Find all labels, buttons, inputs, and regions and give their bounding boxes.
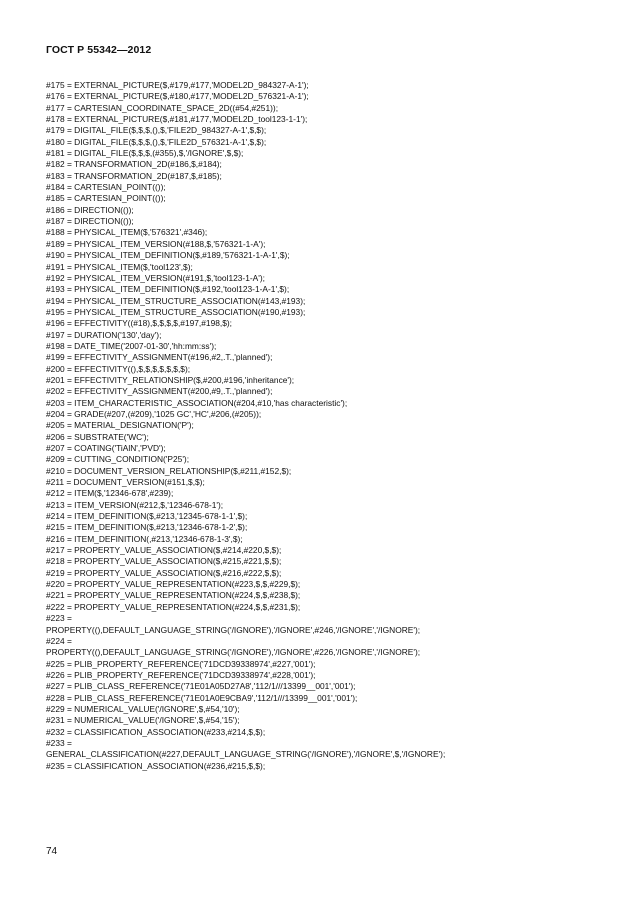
- document-line: #183 = TRANSFORMATION_2D(#187,$,#185);: [46, 170, 222, 181]
- document-line: PROPERTY((),DEFAULT_LANGUAGE_STRING('/IGNORE'),'/IGNORE',#246,'/IGNORE','/IGNORE');: [46, 624, 421, 635]
- page-number: 74: [46, 846, 58, 857]
- document-line: #216 = ITEM_DEFINITION(,#213,'12346-678-1-3',$);: [46, 533, 243, 544]
- document-line: PROPERTY((),DEFAULT_LANGUAGE_STRING('/IGNORE'),'/IGNORE',#226,'/IGNORE','/IGNORE');: [46, 647, 421, 658]
- document-line: GENERAL_CLASSIFICATION(#227,DEFAULT_LANGUAGE_STRING('/IGNORE'),'/IGNORE',$,'/IGNORE');: [46, 749, 446, 760]
- document-line: #184 = CARTESIAN_POINT(());: [46, 182, 166, 193]
- document-line: #227 = PLIB_CLASS_REFERENCE('71E01A05D27A8','112/1///13399__001','001');: [46, 681, 356, 692]
- document-line: #189 = PHYSICAL_ITEM_VERSION(#188,$,'576321-1-A');: [46, 238, 266, 249]
- document-line: #207 = COATING('TiAlN','PVD');: [46, 443, 166, 453]
- document-line: #206 = SUBSTRATE('WC');: [46, 431, 149, 442]
- document-line: #187 = DIRECTION(());: [46, 216, 134, 227]
- document-line: #180 = DIGITAL_FILE($,$,$,(),$,'FILE2D_576321-A-1',$,$);: [46, 136, 267, 147]
- document-line: #188 = PHYSICAL_ITEM($,'576321',#346);: [46, 227, 208, 238]
- document-line: #217 = PROPERTY_VALUE_ASSOCIATION($,#214,#220,$,$);: [46, 545, 282, 556]
- document-line: #193 = PHYSICAL_ITEM_DEFINITION($,#192,'tool123-1-A-1',$);: [46, 284, 290, 295]
- document-line: #213 = ITEM_VERSION(#212,$,'12346-678-1');: [46, 499, 224, 510]
- document-line: #204 = GRADE(#207,(#209),'1025 GC','HC',#206,(#205));: [46, 408, 262, 419]
- document-body: [46, 80, 606, 772]
- document-line: #232 = CLASSIFICATION_ASSOCIATION(#233,#214,$,$);: [46, 726, 266, 737]
- document-line: #186 = DIRECTION(());: [46, 204, 134, 215]
- document-line: #200 = EFFECTIVITY((),$,$,$,$,$,$,$);: [46, 363, 191, 374]
- document-line: #194 = PHYSICAL_ITEM_STRUCTURE_ASSOCIATION(#143,#193);: [46, 295, 306, 306]
- document-line: #235 = CLASSIFICATION_ASSOCIATION(#236,#215,$,$);: [46, 760, 266, 771]
- document-line: #220 = PROPERTY_VALUE_REPRESENTATION(#223,$,$,#229,$);: [46, 579, 301, 590]
- document-line: #222 = PROPERTY_VALUE_REPRESENTATION(#224,$,$,#231,$);: [46, 601, 301, 612]
- document-line: #185 = CARTESIAN_POINT(());: [46, 193, 166, 204]
- document-line: #223 =: [46, 613, 72, 624]
- document-line: #202 = EFFECTIVITY_ASSIGNMENT(#200,#9,.T.,'planned');: [46, 386, 273, 397]
- document-line: #218 = PROPERTY_VALUE_ASSOCIATION($,#215,#221,$,$);: [46, 556, 282, 567]
- document-line: #212 = ITEM($,'12346-678',#239);: [46, 488, 174, 499]
- document-line: #182 = TRANSFORMATION_2D(#186,$,#184);: [46, 159, 222, 170]
- document-line: #191 = PHYSICAL_ITEM($,'tool123',$);: [46, 261, 193, 272]
- document-line: #229 = NUMERICAL_VALUE('/IGNORE',$,#54,'10');: [46, 703, 240, 714]
- document-line: #199 = EFFECTIVITY_ASSIGNMENT(#196,#2,.T.,'planned');: [46, 352, 273, 363]
- document-line: #233 =: [46, 737, 72, 748]
- document-line: #211 = DOCUMENT_VERSION(#151,$,$);: [46, 477, 205, 488]
- document-line: #197 = DURATION('130','day');: [46, 329, 162, 340]
- document-line: #210 = DOCUMENT_VERSION_RELATIONSHIP($,#211,#152,$);: [46, 465, 292, 476]
- document-line: #178 = EXTERNAL_PICTURE($,#181,#177,'MODEL2D_tool123-1-1');: [46, 114, 308, 125]
- document-line: #190 = PHYSICAL_ITEM_DEFINITION($,#189,'576321-1-A-1',$);: [46, 250, 290, 261]
- document-line: #221 = PROPERTY_VALUE_REPRESENTATION(#224,$,$,#238,$);: [46, 590, 301, 601]
- document-line: #215 = ITEM_DEFINITION($,#213,'12346-678-1-2',$);: [46, 522, 248, 533]
- document-header: ГОСТ Р 55342—2012: [46, 44, 152, 56]
- document-line: #214 = ITEM_DEFINITION($,#213,'12345-678-1-1',$);: [46, 511, 248, 522]
- document-line: #198 = DATE_TIME('2007-01-30','hh:mm:ss');: [46, 340, 217, 351]
- document-line: #179 = DIGITAL_FILE($,$,$,(),$,'FILE2D_984327-A-1',$,$);: [46, 125, 267, 136]
- document-line: #219 = PROPERTY_VALUE_ASSOCIATION($,#216,#222,$,$);: [46, 567, 282, 578]
- document-line: #176 = EXTERNAL_PICTURE($,#180,#177,'MODEL2D_576321-A-1');: [46, 91, 309, 102]
- document-line: #177 = CARTESIAN_COORDINATE_SPACE_2D((#54,#251));: [46, 102, 279, 113]
- document-line: #181 = DIGITAL_FILE($,$,$,(#355),$,'/IGNORE',$,$);: [46, 148, 244, 159]
- document-line: #203 = ITEM_CHARACTERISTIC_ASSOCIATION(#204,#10,'has characteristic');: [46, 397, 348, 408]
- document-line: #201 = EFFECTIVITY_RELATIONSHIP($,#200,#196,'inheritance');: [46, 374, 295, 385]
- document-line: #209 = CUTTING_CONDITION('P25');: [46, 454, 190, 465]
- document-line: #226 = PLIB_PROPERTY_REFERENCE('71DCD39338974',#228,'001');: [46, 669, 316, 680]
- document-line: #231 = NUMERICAL_VALUE('/IGNORE',$,#54,'15');: [46, 715, 240, 726]
- document-line: #224 =: [46, 635, 72, 646]
- document-line: #175 = EXTERNAL_PICTURE($,#179,#177,'MODEL2D_984327-A-1');: [46, 80, 309, 90]
- document-line: #195 = PHYSICAL_ITEM_STRUCTURE_ASSOCIATION(#190,#193);: [46, 306, 306, 317]
- document-line: #225 = PLIB_PROPERTY_REFERENCE('71DCD39338974',#227,'001');: [46, 658, 316, 669]
- document-line: #205 = MATERIAL_DESIGNATION('P');: [46, 420, 194, 431]
- document-line: #196 = EFFECTIVITY((#18),$,$,$,$,#197,#198,$);: [46, 318, 232, 329]
- document-line: #192 = PHYSICAL_ITEM_VERSION(#191,$,'tool123-1-A');: [46, 272, 265, 283]
- document-line: #228 = PLIB_CLASS_REFERENCE('71E01A0E9CBA9','112/1///13399__001','001');: [46, 692, 358, 703]
